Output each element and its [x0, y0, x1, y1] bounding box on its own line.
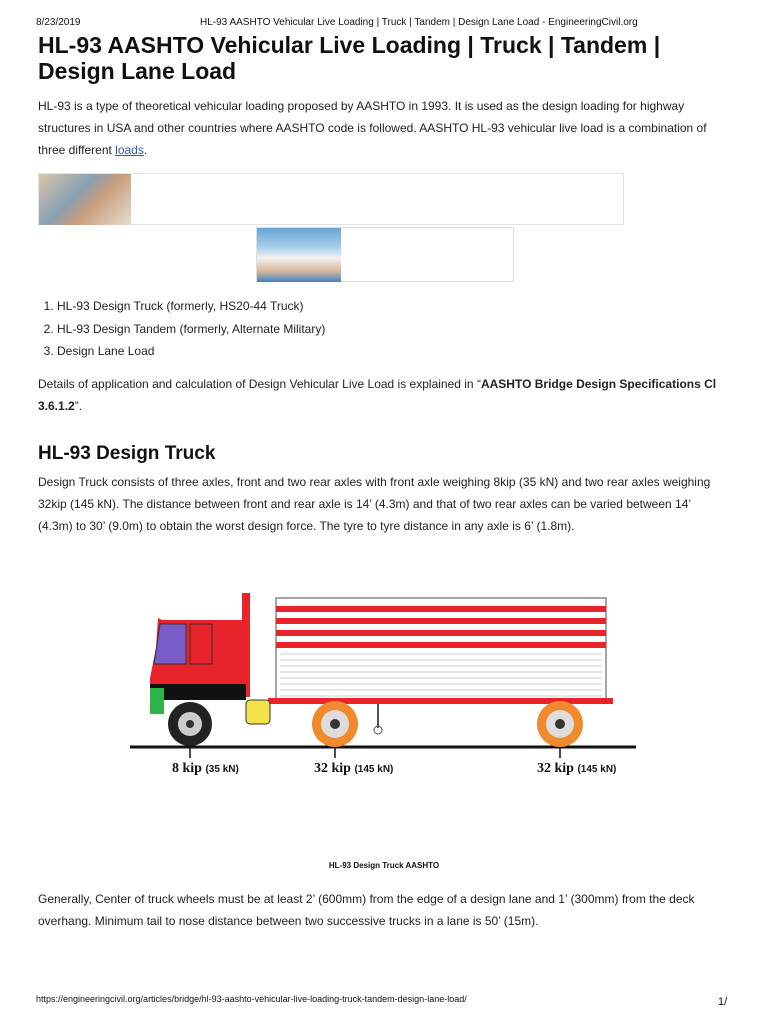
list-item: 2. HL-93 Design Tandem (formerly, Alternate Military) [57, 318, 325, 341]
loads-link[interactable]: loads [115, 143, 144, 157]
front-wheel [168, 702, 212, 746]
load-types-list [38, 295, 325, 363]
section-heading: HL-93 Design Truck [38, 443, 216, 464]
spec-reference: AASHTO Bridge Design Specifications Cl 3.6.1.2 [38, 377, 717, 413]
design-truck-paragraph: Design Truck consists of three axles, front and two rear axles with front axle weighing 8kip (35 kN) and two rear axles weighing 32kip (145 kN). The distance between front and rear axle is 14’ (4.3m) and that of two rear axles can be varied between 14’ (4.3m) to 30’ (9.0m) to obtain the worst design force. The tyre to tyre distance in any axle is 6’ (1.8m). [38, 475, 711, 533]
intro-paragraph: HL-93 is a type of theoretical vehicular loading proposed by AASHTO in 1993. It is used as the design loading for highway structures in USA and other countries where AASHTO code is followed. AASHTO HL-93 vehicular live load is a combination of three different loads. [38, 99, 707, 157]
list-item: 3. Design Lane Load [57, 340, 325, 363]
details-paragraph: Details of application and calculation of Design Vehicular Live Load is explained in “AASHTO Bridge Design Specifications Cl 3.6.1.2”. [38, 377, 717, 413]
cab-window [154, 624, 186, 664]
cab-door [190, 624, 212, 664]
advertisement-banner[interactable] [38, 173, 624, 225]
fuel-tank [246, 700, 270, 724]
ad-image-boat[interactable] [257, 228, 341, 282]
rear-wheel-1 [312, 701, 358, 747]
axle-label-rear-1: 32 kip (145 kN) [314, 761, 394, 776]
ad-image-people[interactable] [39, 174, 131, 225]
trailer-box [276, 598, 606, 702]
axle-label-rear-2: 32 kip (145 kN) [537, 761, 617, 776]
page-number: 1/ [718, 996, 728, 1008]
print-page-title: HL-93 AASHTO Vehicular Live Loading | Truck | Tandem | Design Lane Load - EngineeringCivil.org [200, 17, 638, 28]
cab-bumper [150, 684, 246, 700]
cab-grille [150, 688, 164, 714]
advertisement-banner-small[interactable] [256, 227, 514, 282]
rear-wheel-2 [537, 701, 583, 747]
figure-caption: HL-93 Design Truck AASHTO [328, 861, 440, 870]
print-date: 8/23/2019 [36, 17, 81, 28]
print-footer-url: https://engineeringcivil.org/articles/bridge/hl-93-aashto-vehicular-live-loading-truck-tandem-design-lane-load/ [36, 994, 467, 1004]
closing-paragraph: Generally, Center of truck wheels must be at least 2’ (600mm) from the edge of a design lane and 1’ (300mm) from the deck overhang. Minimum tail to nose distance between two successive trucks in a lane is 50’ (15m). [38, 892, 695, 928]
list-item: 1. HL-93 Design Truck (formerly, HS20-44 Truck) [57, 295, 325, 318]
design-truck-figure [128, 588, 640, 778]
axle-label-front: 8 kip (35 kN) [172, 761, 239, 776]
article-title: HL-93 AASHTO Vehicular Live Loading | Truck | Tandem | Design Lane Load [38, 32, 661, 84]
